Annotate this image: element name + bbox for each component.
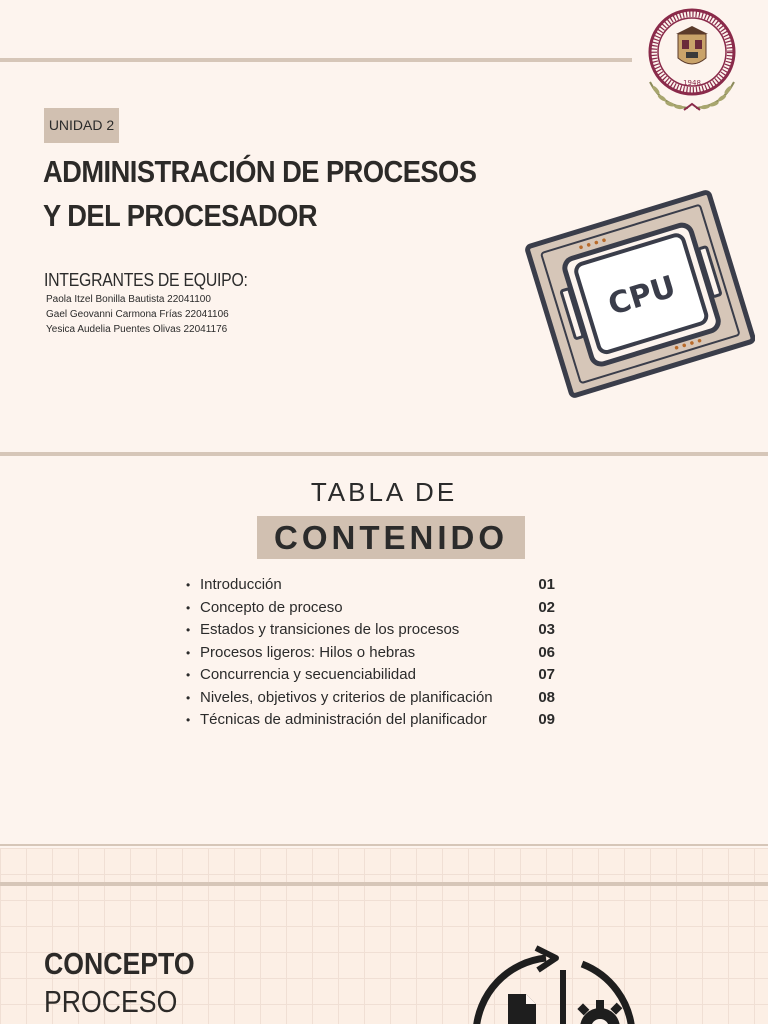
- bullet-icon: •: [186, 600, 191, 615]
- toc-list: [186, 574, 558, 732]
- team-heading: INTEGRANTES DE EQUIPO:: [44, 270, 248, 290]
- toc-slide: [0, 458, 768, 844]
- toc-item[interactable]: [186, 619, 558, 642]
- bullet-icon: •: [186, 645, 191, 660]
- seal-year: 1948: [683, 79, 701, 87]
- cpu-chip-icon: [525, 178, 755, 413]
- toc-item[interactable]: [186, 687, 558, 710]
- member-3: Yesica Audelia Puentes Olivas 22041176: [46, 324, 228, 335]
- member-2: Gael Geovanni Carmona Frías 22041106: [46, 309, 229, 320]
- title-line-1: ADMINISTRACIÓN DE PROCESOS: [43, 154, 477, 189]
- toc-item[interactable]: [186, 597, 558, 620]
- member-1: Paola Itzel Bonilla Bautista 22041100: [46, 294, 211, 305]
- toc-item-page: 01: [538, 576, 555, 593]
- toc-item-text: Técnicas de administración del planificador: [200, 711, 487, 728]
- toc-heading-line2: CONTENIDO: [274, 519, 508, 556]
- toc-item-text: Procesos ligeros: Hilos o hebras: [200, 643, 416, 661]
- cover-slide: [0, 0, 768, 440]
- toc-item[interactable]: [186, 709, 558, 732]
- toc-heading-line1: TABLA DE: [310, 477, 458, 507]
- bullet-icon: •: [186, 690, 191, 705]
- toc-item-text: Introducción: [200, 576, 282, 593]
- toc-item-page: 09: [538, 711, 555, 728]
- bullet-icon: •: [186, 713, 191, 727]
- toc-item-page: 03: [538, 621, 555, 638]
- toc-item-page: 02: [538, 598, 555, 616]
- concept-slide: [0, 848, 768, 1024]
- page-title: [43, 150, 483, 238]
- unit-tag: UNIDAD 2: [44, 108, 119, 143]
- team-members: [46, 292, 229, 337]
- section-divider: [0, 882, 768, 886]
- toc-item-text: Estados y transiciones de los procesos: [200, 621, 460, 638]
- section-title: CONCEPTO: [44, 946, 195, 981]
- section-subtitle: PROCESO: [44, 984, 178, 1019]
- toc-item-text: Concepto de proceso: [200, 598, 343, 616]
- bullet-icon: •: [186, 668, 191, 682]
- toc-item-page: 08: [538, 688, 555, 706]
- toc-item-text: Niveles, objetivos y criterios de planificación: [200, 688, 493, 706]
- institute-seal-icon: [642, 4, 742, 123]
- toc-item[interactable]: [186, 642, 558, 665]
- slide-divider: [0, 452, 768, 456]
- toc-item-page: 07: [538, 666, 555, 683]
- cpu-label: CPU: [604, 269, 680, 323]
- title-line-2: Y DEL PROCESADOR: [43, 198, 318, 233]
- toc-item[interactable]: [186, 664, 558, 687]
- toc-item-text: Concurrencia y secuenciabilidad: [200, 666, 416, 683]
- bullet-icon: •: [186, 623, 191, 637]
- toc-item-page: 06: [538, 643, 555, 661]
- slide-divider: [0, 844, 768, 846]
- bullet-icon: •: [186, 578, 191, 592]
- top-divider: [0, 58, 632, 62]
- process-cycle-icon: [460, 944, 650, 1024]
- toc-item[interactable]: [186, 574, 558, 597]
